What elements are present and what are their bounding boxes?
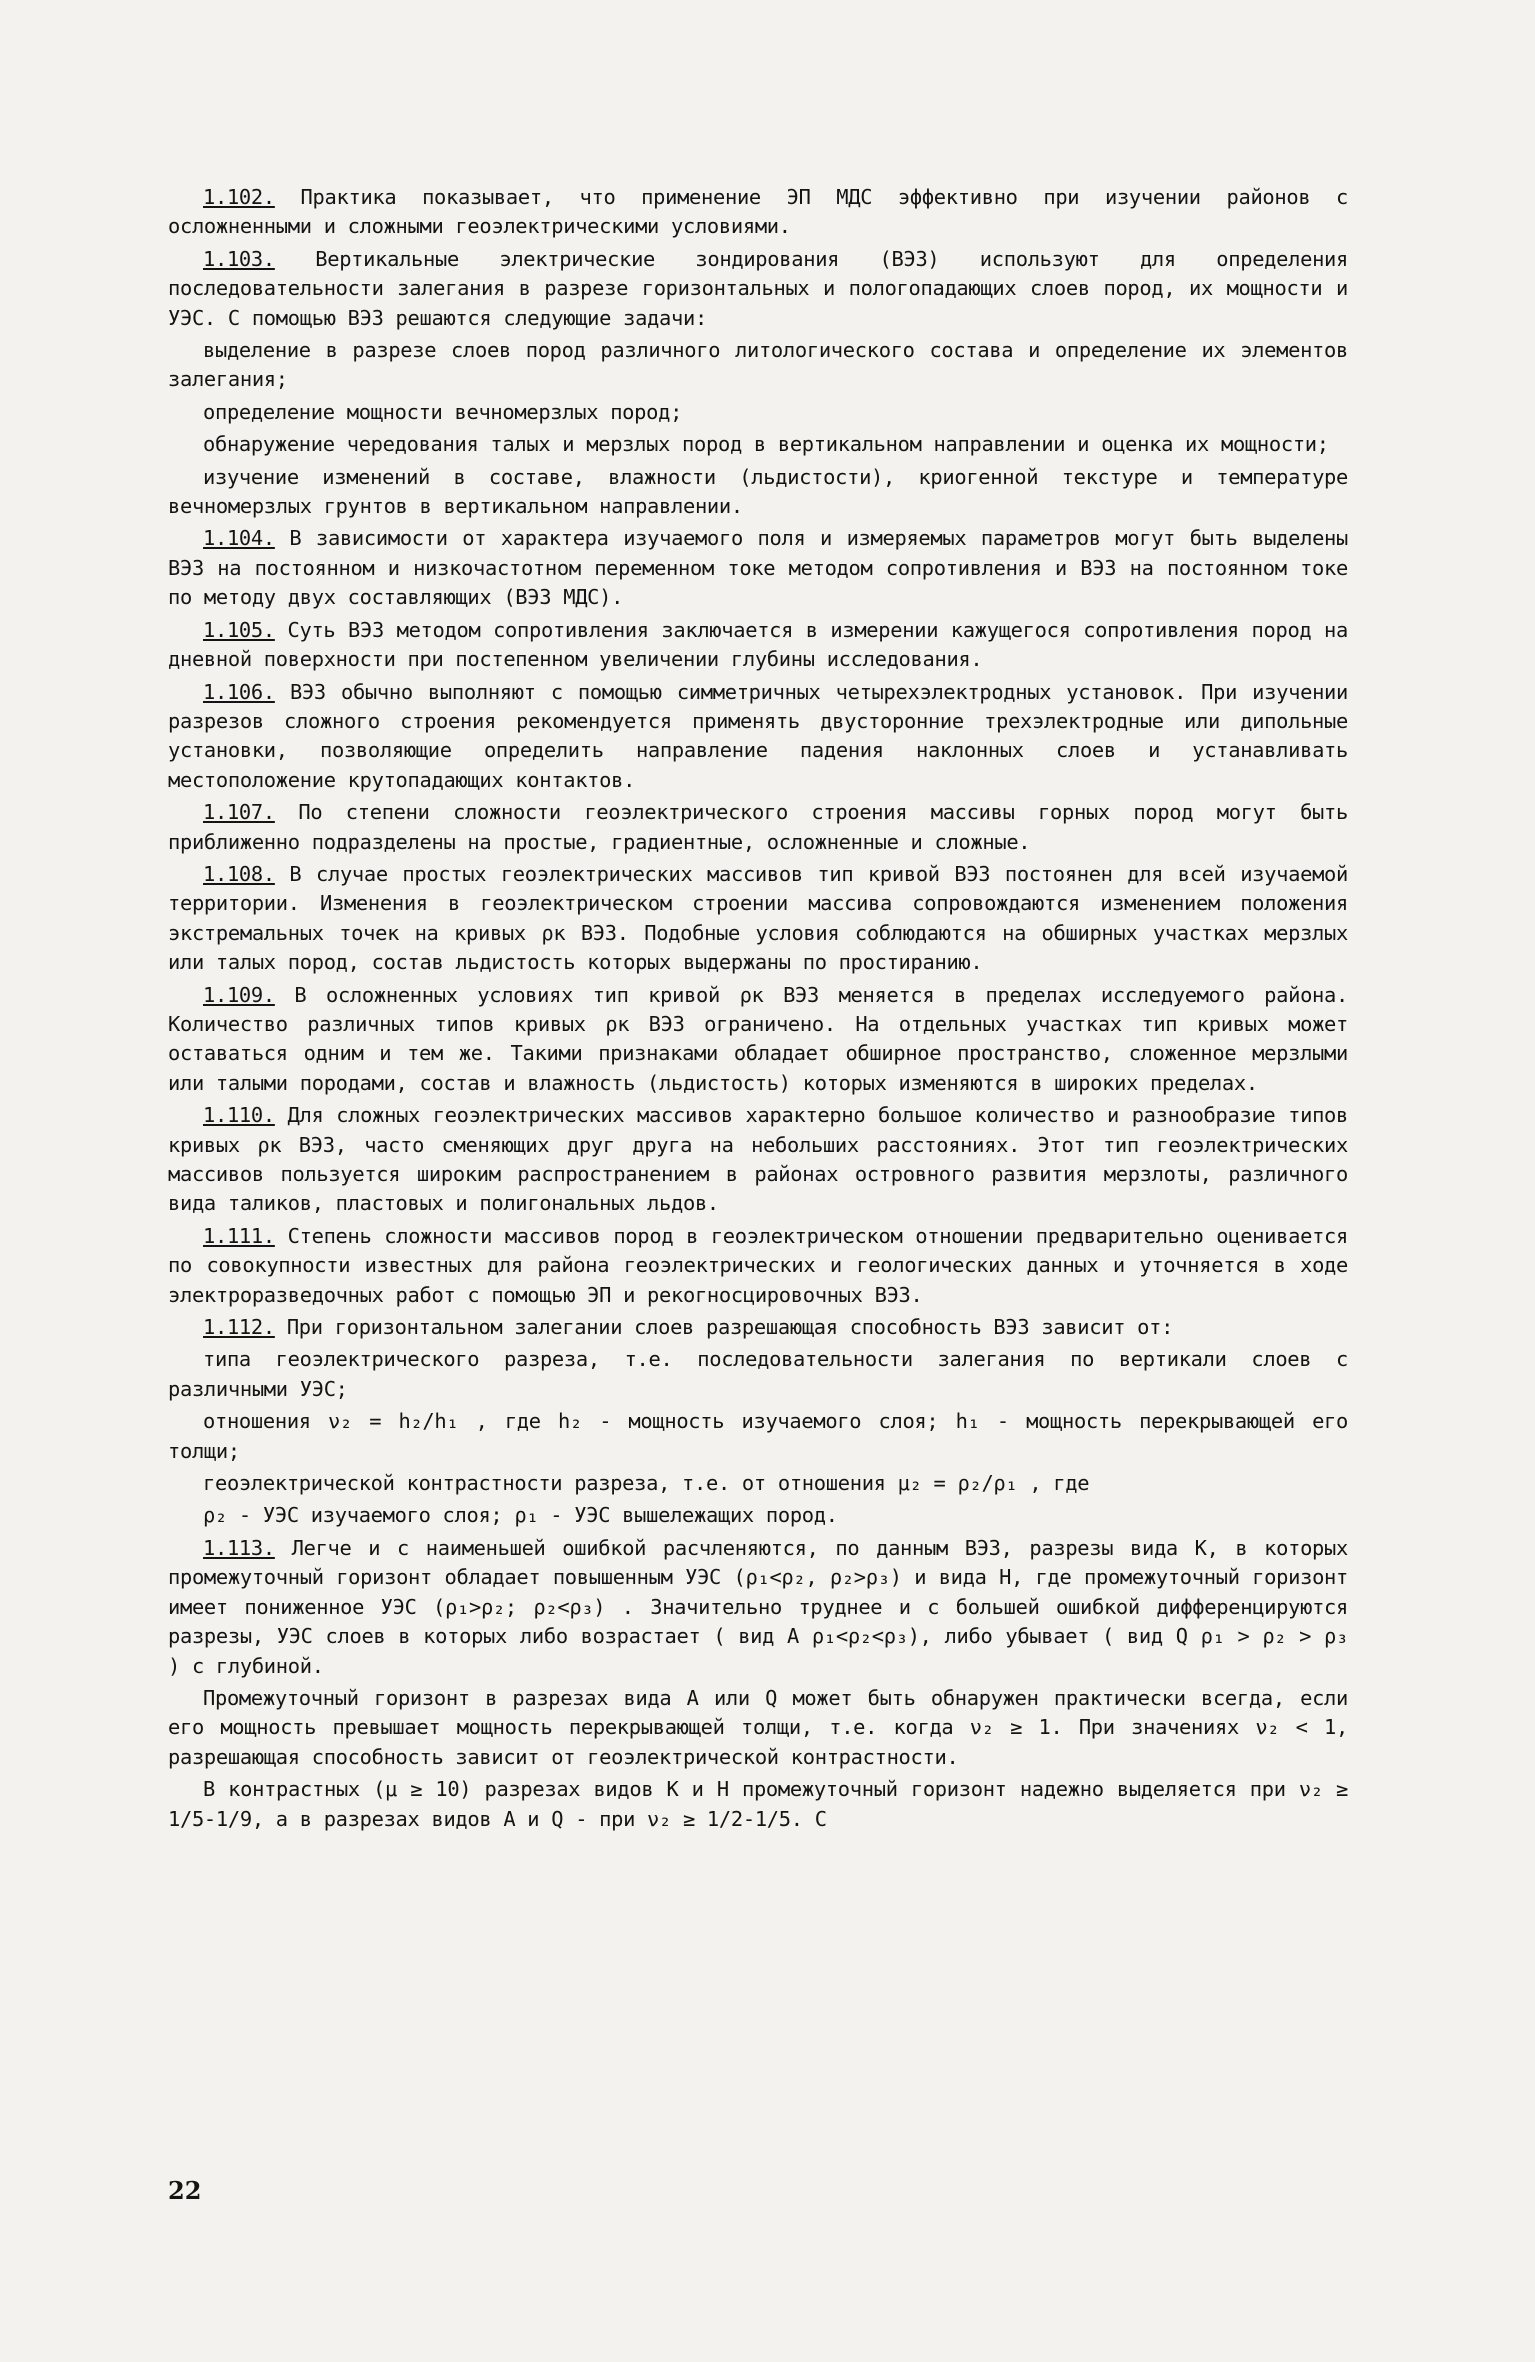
list-item: [168, 336, 1348, 395]
paragraph-text: определение мощности вечномерзлых пород;: [203, 399, 683, 424]
numbered-paragraph: [168, 981, 1348, 1099]
numbered-paragraph: [168, 1534, 1348, 1681]
paragraph-number: 1.110.: [203, 1103, 275, 1128]
paragraph-number: 1.107.: [203, 800, 275, 825]
paragraph-number: 1.108.: [203, 861, 275, 886]
paragraph-text: При горизонтальном залегании слоев разрешающая способность ВЭЗ зависит от:: [274, 1315, 1174, 1340]
paragraph-number: 1.109.: [203, 982, 275, 1007]
paragraph-text: обнаружение чередования талых и мерзлых пород в вертикальном направлении и оценка их мощности;: [203, 432, 1329, 457]
paragraph-number: 1.103.: [203, 246, 275, 271]
paragraph-text: В зависимости от характера изучаемого поля и измеряемых параметров могут быть выделены ВЭЗ на постоянном и низкочастотном переменном токе методом сопротивления и ВЭЗ на постоянном токе по методу двух составляющих (ВЭЗ МДС).: [168, 526, 1348, 610]
paragraph-text: В случае простых геоэлектрических массивов тип кривой ВЭЗ постоянен для всей изучаемой территории. Изменения в геоэлектрическом строении массива сопровождаются изменением положения экстремальных точек на кривых ρк ВЭЗ. Подобные условия соблюдаются на обширных участках мерзлых или талых пород, состав льдистость которых выдержаны по простиранию.: [168, 861, 1348, 975]
page-number: 22: [168, 2176, 202, 2205]
paragraph-text: типа геоэлектрического разреза, т.е. последовательности залегания по вертикали слоев с различными УЭС;: [168, 1347, 1348, 1401]
list-item: [168, 1407, 1348, 1466]
paragraph-text: В осложненных условиях тип кривой ρк ВЭЗ меняется в пределах исследуемого района. Количество различных типов кривых ρк ВЭЗ ограничено. На отдельных участках тип кривых может оставаться одним и тем же. Такими признаками обладает обширное пространство, сложенное мерзлыми или талыми породами, состав и влажность (льдистость) которых изменяются в широких пределах.: [168, 982, 1348, 1095]
paragraph-text: В контрастных (μ ≥ 10) разрезах видов K и H промежуточный горизонт надежно выделяется при ν₂ ≥ 1/5-1/9, а в разрезах видов A и Q - при ν₂ ≥ 1/2-1/5. С: [168, 1777, 1348, 1831]
paragraph-text: Для сложных геоэлектрических массивов характерно большое количество и разнообразие типов кривых ρк ВЭЗ, часто сменяющих друг друга на небольших расстояниях. Этот тип геоэлектрических массивов пользуется широким распространением в районах островного развития мерзлоты, различного вида таликов, пластовых и полигональных льдов.: [168, 1103, 1348, 1216]
paragraph: [168, 1501, 1348, 1530]
paragraph-text: геоэлектрической контрастности разреза, т.е. от отношения μ₂ = ρ₂/ρ₁ , где: [203, 1471, 1090, 1496]
list-item: [168, 430, 1348, 459]
paragraph-text: ВЭЗ обычно выполняют с помощью симметричных четырехэлектродных установок. При изучении разрезов сложного строения рекомендуется применять двусторонние трехэлектродные или дипольные установки, позволяющие определить направление падения наклонных слоев и устанавливать местоположение крутопадающих контактов.: [168, 679, 1348, 792]
numbered-paragraph: [168, 183, 1348, 242]
paragraph-text: Легче и с наименьшей ошибкой расчленяются, по данным ВЭЗ, разрезы вида K, в которых промежуточный горизонт обладает повышенным УЭС (ρ₁<ρ₂, ρ₂>ρ₃) и вида H, где промежуточный горизонт имеет пониженное УЭС (ρ₁>ρ₂; ρ₂<ρ₃) . Значительно труднее и с большей ошибкой дифференцируются разрезы, УЭС слоев в которых либо возрастает ( вид A ρ₁<ρ₂<ρ₃), либо убывает ( вид Q ρ₁ > ρ₂ > ρ₃ ) с глубиной.: [168, 1535, 1348, 1678]
numbered-paragraph: [168, 798, 1348, 857]
numbered-paragraph: [168, 1222, 1348, 1310]
numbered-paragraph: [168, 860, 1348, 978]
numbered-paragraph: [168, 1313, 1348, 1342]
list-item: [168, 398, 1348, 427]
list-item: [168, 463, 1348, 522]
paragraph-number: 1.111.: [203, 1223, 275, 1248]
list-item: [168, 1345, 1348, 1404]
paragraph-text: изучение изменений в составе, влажности (льдистости), криогенной текстуре и температуре вечномерзлых грунтов в вертикальном направлении.: [168, 464, 1348, 519]
numbered-paragraph: [168, 245, 1348, 333]
paragraph-number: 1.102.: [203, 185, 275, 209]
numbered-paragraph: [168, 616, 1348, 675]
document-body: [168, 183, 1348, 1837]
paragraph-number: 1.104.: [203, 526, 275, 551]
paragraph-text: Практика показывает, что применение ЭП МДС эффективно при изучении районов с осложненными и сложными геоэлектрическими условиями.: [168, 185, 1348, 239]
paragraph-number: 1.106.: [203, 679, 275, 704]
numbered-paragraph: [168, 678, 1348, 796]
paragraph-text: отношения ν₂ = h₂/h₁ , где h₂ - мощность изучаемого слоя; h₁ - мощность перекрывающей его толщи;: [168, 1409, 1348, 1463]
paragraph-number: 1.105.: [203, 617, 275, 642]
paragraph-number: 1.112.: [203, 1315, 275, 1340]
paragraph-text: ρ₂ - УЭС изучаемого слоя; ρ₁ - УЭС вышележащих пород.: [203, 1503, 838, 1528]
list-item: [168, 1469, 1348, 1498]
paragraph-text: Степень сложности массивов пород в геоэлектрическом отношении предварительно оценивается по совокупности известных для района геоэлектрических и геологических данных и уточняется в ходе электроразведочных работ с помощью ЭП и рекогносцировочных ВЭЗ.: [168, 1223, 1348, 1307]
paragraph-text: Промежуточный горизонт в разрезах вида A или Q может быть обнаружен практически всегда, если его мощность превышает мощность перекрывающей толщи, т.е. когда ν₂ ≥ 1. При значениях ν₂ < 1, разрешающая способность зависит от геоэлектрической контрастности.: [168, 1685, 1348, 1769]
numbered-paragraph: [168, 524, 1348, 612]
paragraph-text: Суть ВЭЗ методом сопротивления заключается в измерении кажущегося сопротивления пород на дневной поверхности при постепенном увеличении глубины исследования.: [168, 617, 1348, 672]
paragraph-text: По степени сложности геоэлектрического строения массивы горных пород могут быть приближенно подразделены на простые, градиентные, осложненные и сложные.: [168, 800, 1348, 854]
paragraph: [168, 1684, 1348, 1772]
numbered-paragraph: [168, 1101, 1348, 1219]
paragraph: [168, 1775, 1348, 1834]
paragraph-text: Вертикальные электрические зондирования (ВЭЗ) используют для определения последовательности залегания в разрезе горизонтальных и пологопадающих слоев пород, их мощности и УЭС. С помощью ВЭЗ решаются следующие задачи:: [168, 246, 1348, 330]
paragraph-number: 1.113.: [203, 1535, 275, 1560]
paragraph-text: выделение в разрезе слоев пород различного литологического состава и определение их элементов залегания;: [168, 338, 1348, 392]
